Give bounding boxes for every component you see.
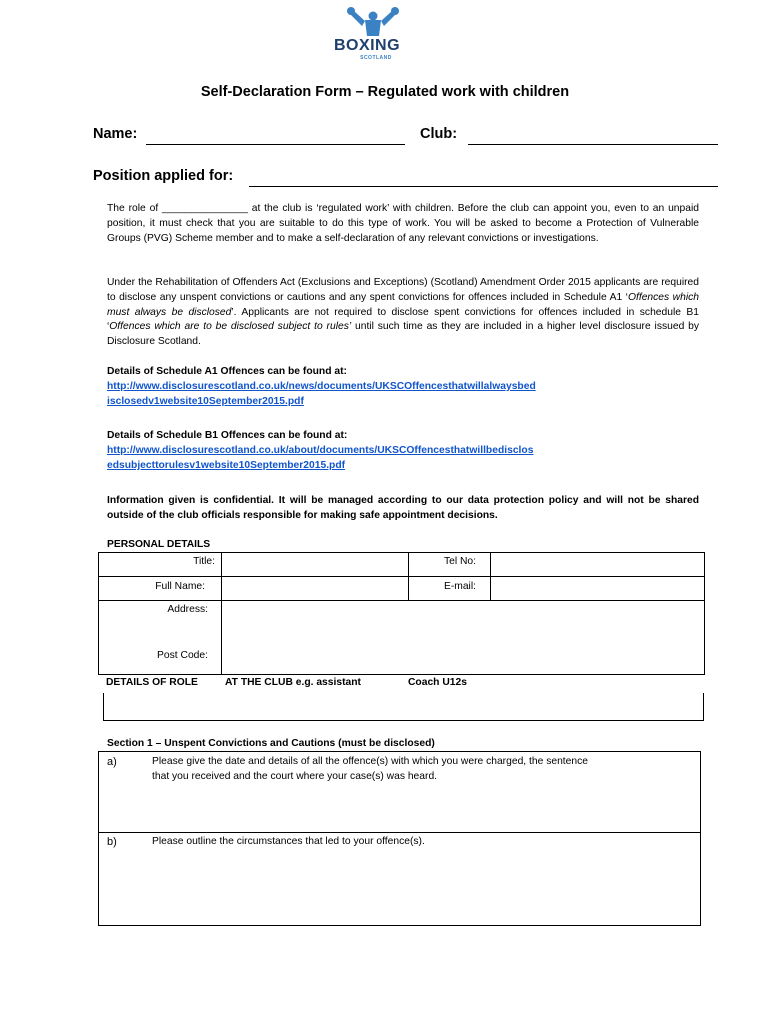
section1-heading: Section 1 – Unspent Convictions and Cautions (must be disclosed) xyxy=(107,738,435,749)
role-at-club-text: AT THE CLUB e.g. assistant xyxy=(225,677,361,688)
tel-input[interactable] xyxy=(491,553,704,576)
page-title: Self-Declaration Form – Regulated work with children xyxy=(200,84,570,100)
name-label: Name: xyxy=(93,126,138,142)
position-label: Position applied for: xyxy=(93,168,234,184)
full-name-input[interactable] xyxy=(222,577,408,600)
name-field[interactable] xyxy=(146,144,405,145)
intro-paragraph-2: Under the Rehabilitation of Offenders Act (Exclusions and Exceptions) (Scotland) Amendment Order 2015 applicants are required to disclose any unspent convictions or cautions and any spent convictions for offences included in Schedule A1 ‘Offences which must always be disclosed’. Applicants are not required to disclose spent convictions for offences included in schedule B1 ‘Offences which are to be disclosed subject to rules’ until such time as they are included in a higher level disclosure issued by Disclosure Scotland. xyxy=(107,277,700,348)
address-label: Address: xyxy=(167,604,208,615)
schedule-a1-link-line2[interactable]: isclosedv1website10September2015.pdf xyxy=(107,396,304,407)
address-input[interactable] xyxy=(222,601,704,674)
section1-a-text-line1: Please give the date and details of all the offence(s) with which you were charged, the sentence xyxy=(152,756,588,767)
section1-a-marker: a) xyxy=(107,756,117,768)
section1-b-marker: b) xyxy=(107,836,117,848)
club-field[interactable] xyxy=(468,144,718,145)
schedule-a1-link-line1[interactable]: http://www.disclosurescotland.co.uk/news/documents/UKSCOffencesthatwillalwaysbed xyxy=(107,381,536,392)
section1-a-text-line2: that you received and the court where your case(s) was heard. xyxy=(152,771,438,782)
tel-label: Tel No: xyxy=(443,556,476,567)
role-example-text: Coach U12s xyxy=(408,677,467,688)
section1-b-text: Please outline the circumstances that led to your offence(s). xyxy=(152,836,425,847)
schedule-b1-heading: Details of Schedule B1 Offences can be found at: xyxy=(107,430,348,441)
personal-details-heading: PERSONAL DETAILS xyxy=(107,539,211,550)
title-label: Title: xyxy=(193,556,215,567)
logo-wordmark: BOXING xyxy=(333,37,401,54)
club-label: Club: xyxy=(420,126,458,142)
role-label: DETAILS OF ROLE xyxy=(106,677,198,688)
schedule-b1-link-line2[interactable]: edsubjecttorulesv1website10September2015.pdf xyxy=(107,460,346,471)
position-field[interactable] xyxy=(249,186,718,187)
confidentiality-notice: Information given is confidential. It will be managed according to our data protection policy and will not be shared outside of the club officials responsible for making safe appointment decisions. xyxy=(107,495,699,521)
email-input[interactable] xyxy=(491,577,704,600)
schedule-a1-heading: Details of Schedule A1 Offences can be found at: xyxy=(107,366,347,377)
email-label: E-mail: xyxy=(443,581,476,592)
section1-b-answer[interactable] xyxy=(99,852,700,925)
intro-paragraph-1: The role of _______________ at the club is ‘regulated work’ with children. Before the club can appoint you, even to an unpaid position, it must check that you are suitable to do this type of work. You will be asked to become a Protection of Vulnerable Groups (PVG) Scheme member and to make a self-declaration of any relevant convictions or investigations. xyxy=(107,203,699,244)
full-name-label: Full Name: xyxy=(155,581,205,592)
logo-subtitle: SCOTLAND xyxy=(360,55,392,61)
section1-a-answer[interactable] xyxy=(99,786,700,831)
role-input[interactable] xyxy=(104,693,703,720)
title-input[interactable] xyxy=(222,553,408,576)
schedule-b1-link-line1[interactable]: http://www.disclosurescotland.co.uk/about/documents/UKSCOffencesthatwillbedisclos xyxy=(107,445,534,456)
postcode-label: Post Code: xyxy=(157,650,208,661)
